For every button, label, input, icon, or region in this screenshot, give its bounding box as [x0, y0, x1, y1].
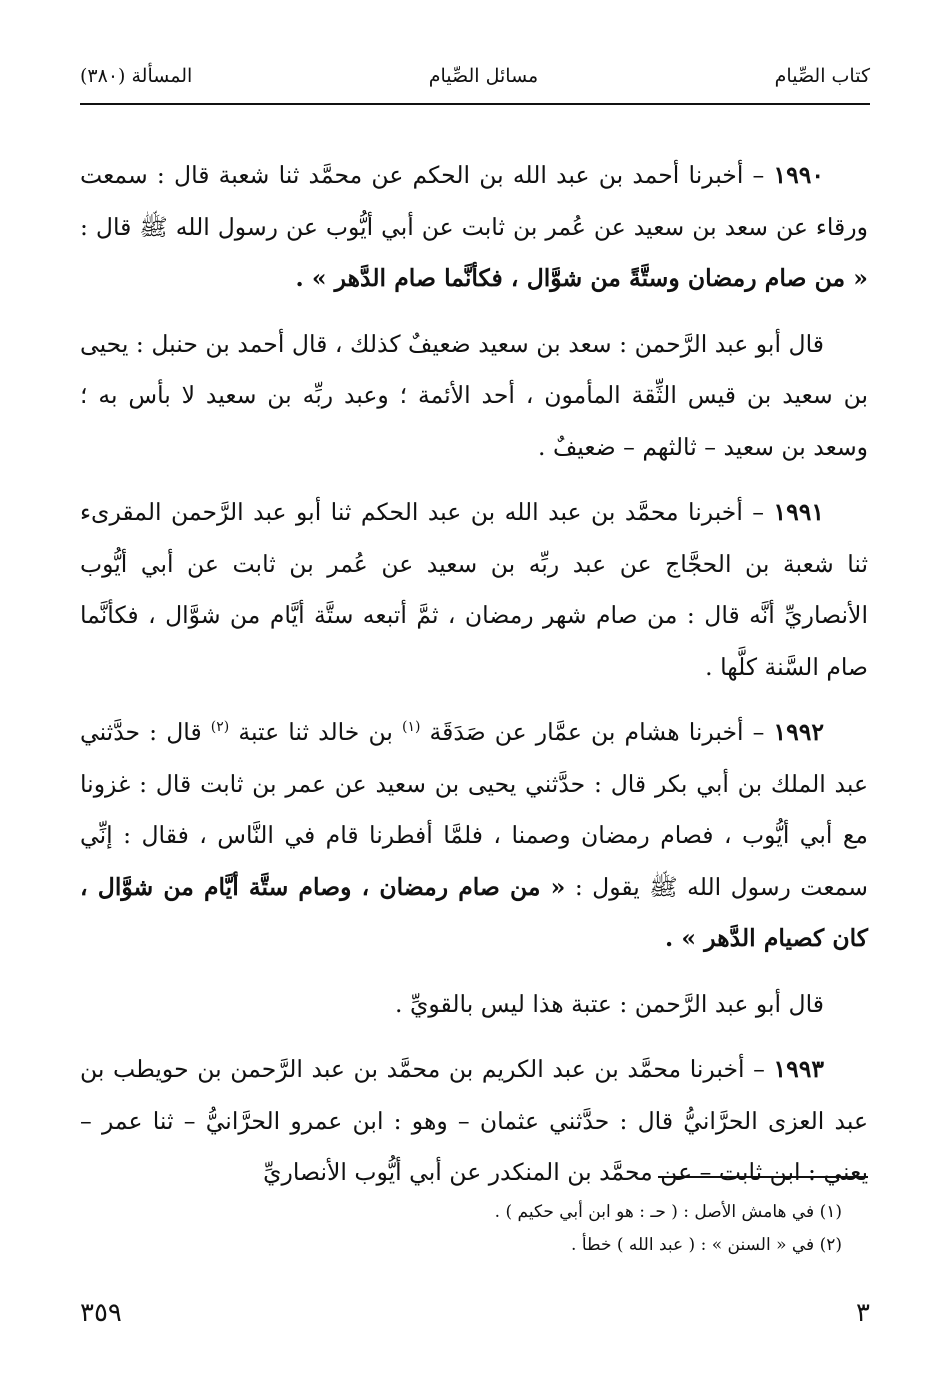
footnote-ref-1[interactable]: (١): [401, 719, 421, 736]
header-section-title: مسائل الصِّيام: [428, 65, 539, 87]
paragraph-1991: [80, 487, 868, 693]
page-footer: [80, 1298, 870, 1328]
page-number: ٣٥٩: [80, 1298, 122, 1328]
footnote-1: (١) في هامش الأصل : ( حـ : هو ابن أبي حكيم ) .: [494, 1202, 842, 1222]
footnote-ref-2[interactable]: (٢): [210, 719, 230, 736]
header-book-title: كتاب الصِّيام: [774, 65, 870, 87]
hadith-number: ١٩٩٣: [773, 1055, 824, 1083]
isnad-text: – أخبرنا محمَّد بن عبد الله بن عبد الحكم ثنا أبو عبد الرَّحمن المقرىء ثنا شعبة بن الحجَّاج عن عبد ربِّه بن سعيد عن عُمر بن ثابت عن أبي أيُّوب الأنصاريِّ أنَّه قال : من صام شهر رمضان ، ثمَّ أتبعه ستَّة أيَّام من شوَّال ، فكأنَّما صام السَّنة كلَّها .: [80, 498, 868, 681]
isnad-text-a: – أخبرنا هشام بن عمَّار عن صَدَقَة: [420, 718, 774, 746]
paragraph-commentary-1: [80, 319, 868, 474]
hadith-number: ١٩٩٠: [773, 161, 824, 189]
running-header: [80, 56, 870, 96]
hadith-number: ١٩٩١: [773, 498, 824, 526]
hadith-text: « من صام رمضان ، وصام ستَّة أيَّام من شوَّال ، كان كصيام الدَّهر » .: [80, 872, 868, 952]
header-rule: [80, 103, 870, 105]
volume-number: ٣: [856, 1298, 870, 1328]
commentary-text: قال أبو عبد الرَّحمن : عتبة هذا ليس بالقويِّ .: [395, 989, 824, 1018]
hadith-number: ١٩٩٢: [773, 718, 824, 746]
isnad-text-b: بن خالد ثنا عتبة: [229, 718, 402, 746]
header-issue-number: المسألة (٣٨٠): [80, 65, 193, 87]
footnote-rule: [658, 1176, 868, 1178]
isnad-text: – أخبرنا أحمد بن عبد الله بن الحكم عن محمَّد ثنا شعبة قال : سمعت ورقاء عن سعد بن سعيد عن عُمر بن ثابت عن أبي أيُّوب عن رسول الله ﷺ قال :: [80, 161, 868, 241]
isnad-text: – أخبرنا محمَّد بن عبد الكريم بن محمَّد بن عبد الرَّحمن بن حويطب بن عبد العزى الحرَّانيُّ قال : حدَّثني عثمان – وهو : ابن عمرو الحرَّانيُّ – ثنا عمر – يعني : ابن ثابت – عن محمَّد بن المنكدر عن أبي أيُّوب الأنصاريِّ: [80, 1055, 868, 1186]
commentary-text: قال أبو عبد الرَّحمن : سعد بن سعيد ضعيفٌ كذلك ، قال أحمد بن حنبل : يحيى بن سعيد بن قيس الثِّقة المأمون ، أحد الأئمة ؛ وعبد ربِّه بن سعيد لا بأس به ؛ وسعد بن سعيد – ثالثهم – ضعيفٌ .: [80, 329, 868, 461]
paragraph-1992: [80, 707, 868, 965]
paragraph-commentary-2: [80, 979, 868, 1031]
isnad-text-c: قال : حدَّثني عبد الملك بن أبي بكر قال : حدَّثني يحيى بن سعيد عن عمر بن ثابت قال : غزونا مع أبي أيُّوب ، فصام رمضان وصمنا ، فلمَّا أفطرنا قام في النَّاس ، فقال : إنِّي سمعت رسول الله ﷺ يقول :: [80, 718, 868, 901]
hadith-text: « من صام رمضان وستَّةً من شوَّال ، فكأنَّما صام الدَّهر » .: [295, 264, 868, 292]
footnotes: [80, 1196, 842, 1262]
main-text: [80, 150, 868, 1199]
footnote-2: (٢) في « السنن » : ( عبد الله ) خطأ .: [571, 1235, 842, 1255]
paragraph-1990: [80, 150, 868, 305]
